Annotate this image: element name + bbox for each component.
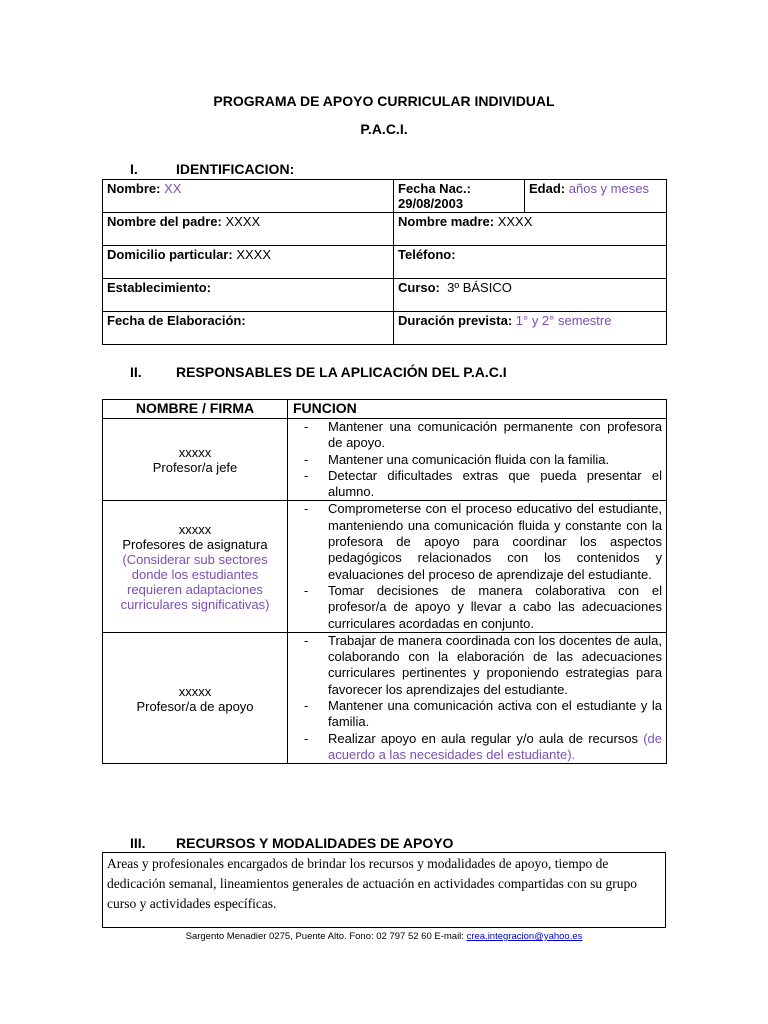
responsable-note: (Considerar sub sectores donde los estudiantes requieren adaptaciones curriculares significativas)	[120, 552, 270, 613]
responsable-cell	[103, 501, 288, 632]
responsable-name: xxxxx	[178, 522, 212, 538]
function-item: - Trabajar de manera coordinada con los docentes de aula, colaborando con la elaboración de las adecuaciones curriculares pertinentes y proponiendo estrategias para favorecer los aprendizajes del estudiante.	[288, 633, 662, 698]
section-heading-responsables	[130, 364, 507, 380]
cell-fecha-nac: Fecha Nac.: 29/08/2003	[394, 180, 525, 213]
function-item: - Detectar dificultades extras que pueda presentar el alumno.	[288, 468, 662, 501]
cell-nombre: Nombre: XX	[103, 180, 394, 213]
function-item: - Comprometerse con el proceso educativo del estudiante, manteniendo una comunicación fluida y constante con la profesora de apoyo para coordinar los aspectos pedagógicos relacionados con los contenidos y evaluaciones del proceso de aprendizaje del estudiante.	[288, 501, 662, 582]
function-item: - Mantener una comunicación fluida con la familia.	[288, 452, 662, 468]
function-item: - Mantener una comunicación activa con el estudiante y la familia.	[288, 698, 662, 731]
responsable-name: xxxxx	[178, 683, 212, 699]
edad-value: años y meses	[568, 181, 649, 196]
recursos-table	[102, 852, 666, 928]
section-heading-recursos	[130, 835, 453, 851]
footer-address: Sargento Menadier 0275, Puente Alto. Fono: 02 797 52 60 E-mail:	[185, 931, 467, 942]
column-header-nombre: NOMBRE / FIRMA	[103, 400, 288, 419]
page-footer	[0, 931, 768, 942]
table-row	[103, 501, 667, 632]
function-cell	[288, 501, 667, 632]
padre-value: XXXX	[225, 214, 261, 229]
cell-madre: Nombre madre: XXXX	[394, 213, 667, 246]
fecha-nac-value: 29/08/2003	[398, 196, 464, 211]
cell-establecimiento: Establecimiento:	[103, 279, 394, 312]
column-header-funcion: FUNCION	[288, 400, 667, 419]
cell-telefono: Teléfono:	[394, 246, 667, 279]
cell-padre: Nombre del padre: XXXX	[103, 213, 394, 246]
section-heading-identificacion: I. IDENTIFICACION:	[130, 161, 295, 177]
responsable-role: Profesores de asignatura	[122, 537, 268, 553]
curso-value: 3º BÁSICO	[447, 280, 512, 295]
table-row	[103, 419, 667, 501]
cell-curso: Curso: 3º BÁSICO	[394, 279, 667, 312]
recursos-text: Areas y profesionales encargados de brindar los recursos y modalidades de apoyo, tiempo de dedicación semanal, lineamientos generales de actuación en actividades compartidas con su grupo curso y actividades específicas.	[103, 853, 666, 928]
responsable-cell	[103, 632, 288, 763]
nombre-value: XX	[164, 181, 182, 196]
cell-duracion: Duración prevista: 1° y 2° semestre	[394, 312, 667, 345]
responsables-table	[102, 399, 667, 764]
footer-email-link[interactable]: crea.integracion@yahoo.es	[466, 931, 583, 942]
section-title: IDENTIFICACION	[176, 161, 290, 177]
document-title: PROGRAMA DE APOYO CURRICULAR INDIVIDUAL	[213, 93, 555, 109]
function-cell	[288, 632, 667, 763]
madre-value: XXXX	[497, 214, 533, 229]
function-item: - Mantener una comunicación permanente con profesora de apoyo.	[288, 419, 662, 452]
responsable-role: Profesor/a jefe	[152, 460, 238, 476]
responsable-role: Profesor/a de apoyo	[136, 698, 254, 714]
table-row	[103, 632, 667, 763]
section-number: III.	[130, 835, 146, 851]
function-item: - Tomar decisiones de manera colaborativa con el profesor/a de apoyo y llevar a cabo las adecuaciones curriculares acordadas en conjunto.	[288, 583, 662, 632]
domicilio-value: XXXX	[236, 247, 272, 262]
section-number: II.	[130, 364, 142, 380]
responsable-name: xxxxx	[178, 445, 212, 461]
cell-edad: Edad: años y meses	[525, 180, 667, 213]
function-item: - Realizar apoyo en aula regular y/o aula de recursos (de acuerdo a las necesidades del estudiante).	[288, 731, 662, 764]
section-number: I.	[130, 161, 138, 177]
function-note: (de acuerdo a las necesidades del estudiante).	[328, 730, 662, 762]
cell-domicilio: Domicilio particular: XXXX	[103, 246, 394, 279]
cell-fecha-elaboracion: Fecha de Elaboración:	[103, 312, 394, 345]
function-cell	[288, 419, 667, 501]
identification-table	[102, 179, 667, 345]
duracion-value: 1° y 2° semestre	[515, 313, 612, 328]
responsable-cell	[103, 419, 288, 501]
document-acronym: P.A.C.I.	[360, 121, 408, 137]
section-title: RESPONSABLES DE LA APLICACIÓN DEL P.A.C.I	[176, 364, 507, 380]
section-title: RECURSOS Y MODALIDADES DE APOYO	[176, 835, 454, 851]
